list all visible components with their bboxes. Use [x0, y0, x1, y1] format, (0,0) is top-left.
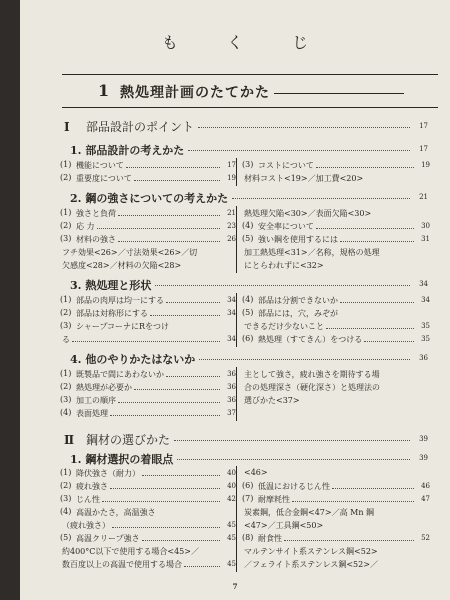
s4-left-num-3: (4) [60, 408, 72, 417]
s5-right-text-1: 低温におけるじん性 [258, 482, 330, 491]
s5-left-text-0: 降伏強さ（耐力） [76, 469, 140, 478]
s5-left-text-7: 数百度以上の高温で使用する場合 [62, 560, 182, 569]
s3-right-text-0: 部品は分割できないか [258, 296, 338, 305]
s3-left-text-3: る [62, 335, 70, 344]
s5-left-leader-1 [110, 488, 220, 489]
s3-left-page-3: 34 [227, 335, 236, 343]
s5-left-page-2: 42 [227, 495, 236, 503]
page-number: 7 [232, 582, 238, 591]
s5-leader [177, 459, 410, 460]
s5-left-page-1: 40 [227, 482, 236, 490]
s2-right-num-2: (5) [242, 234, 254, 243]
s3-left-leader-3 [72, 341, 220, 342]
s5-right-text-7: ／フェライト系ステンレス鋼<52>／ [244, 560, 378, 569]
s1-left-leader-0 [126, 167, 220, 168]
s5-left-page-5: 45 [227, 534, 236, 542]
s5-left-num-2: (3) [60, 494, 72, 503]
part1-title [64, 118, 194, 135]
s2-left-text-2: 材料の強さ [76, 235, 116, 244]
s5-right-num-5: (8) [242, 533, 254, 542]
s1-left-num-1: (2) [60, 173, 72, 182]
s4-page: 36 [419, 354, 428, 362]
s5-left-leader-5 [142, 540, 220, 541]
s2-right-page-2: 31 [421, 235, 430, 243]
s2-left-page-1: 23 [227, 222, 236, 230]
s5-left-page-7: 45 [227, 560, 236, 568]
s4-left-leader-2 [118, 402, 220, 403]
s5-divider [236, 466, 237, 572]
s2-left-text-1: 応 力 [76, 222, 95, 231]
s1-left-text-0: 機能について [76, 161, 124, 170]
s2-left-num-1: (2) [60, 221, 72, 230]
chapter-banner [62, 74, 438, 108]
s4-left-num-0: (1) [60, 369, 72, 378]
chapter-title: 熱処理計画のたてかた [120, 82, 404, 102]
s2-left-text-3: フチ効果<26>／寸法効果<26>／切 [62, 248, 198, 257]
part2-roman: Ⅱ [64, 433, 75, 447]
s3-right-leader-3 [364, 341, 414, 342]
s2-left-num-0: (1) [60, 208, 72, 217]
s3-right-text-1: 部品には，穴，みぞが [258, 309, 338, 318]
s5-right-page-5: 52 [421, 534, 430, 542]
s4-divider [236, 367, 237, 421]
s5-right-leader-2 [292, 501, 414, 502]
s5-left-text-5: 高温クリープ強さ [76, 534, 140, 543]
s3-right-page-0: 34 [421, 296, 430, 304]
s3-left-leader-0 [166, 302, 220, 303]
s4-left-page-1: 36 [227, 383, 236, 391]
s4-right-text-0: 主として強さ，疲れ強さを期待する場 [244, 370, 380, 379]
part2-page: 39 [419, 435, 428, 443]
s5-right-page-1: 46 [421, 482, 430, 490]
part2-leader [174, 440, 410, 441]
s3-left-page-0: 34 [227, 296, 236, 304]
s3-title: 3. 熱処理と形状 [70, 279, 152, 292]
s4-right-text-2: 選びかた<37> [244, 396, 300, 405]
s5-left-text-4: （疲れ強さ） [62, 521, 110, 530]
s3-left-num-1: (2) [60, 308, 72, 317]
s5-left-text-3: 高温かたさ，高温強さ [76, 508, 156, 517]
s5-left-leader-2 [102, 501, 220, 502]
s2-left-num-2: (3) [60, 234, 72, 243]
s5-left-num-5: (5) [60, 533, 72, 542]
s3-right-num-3: (6) [242, 334, 254, 343]
s5-left-text-1: 疲れ強さ [76, 482, 108, 491]
s4-left-leader-1 [134, 389, 220, 390]
s5-right-text-6: マルテンサイト系ステンレス鋼<52> [244, 547, 378, 556]
s5-page: 39 [419, 454, 428, 462]
s4-left-leader-0 [166, 376, 220, 377]
s5-right-leader-5 [284, 540, 414, 541]
s2-right-num-1: (4) [242, 221, 254, 230]
s4-left-leader-3 [110, 415, 220, 416]
s2-left-page-0: 21 [227, 209, 236, 217]
s2-right-text-0: 熱処理欠陥<30>／表面欠陥<30> [244, 209, 372, 218]
s5-right-leader-1 [332, 488, 414, 489]
s1-right-text-0: コストについて [258, 161, 314, 170]
part1-roman: Ⅰ [64, 120, 70, 134]
s1-right-leader-0 [316, 167, 414, 168]
s4-left-text-3: 表面処理 [76, 409, 108, 418]
s3-right-leader-0 [340, 302, 414, 303]
s5-left-leader-7 [184, 566, 220, 567]
s2-right-text-4: にとらわれずに<32> [244, 261, 324, 270]
s3-left-text-2: シャープコーナにRをつけ [76, 322, 170, 331]
s3-right-num-1: (5) [242, 308, 254, 317]
s4-left-page-0: 36 [227, 370, 236, 378]
s2-left-leader-2 [118, 241, 220, 242]
s4-title: 4. 他のやりかたはないか [70, 353, 196, 366]
s2-right-text-3: 加工熱処理<31>／名称，規格の処理 [244, 248, 380, 257]
s5-right-text-0: <46> [244, 468, 268, 477]
s4-leader [199, 359, 410, 360]
s4-left-page-3: 37 [227, 409, 236, 417]
s4-left-num-1: (2) [60, 382, 72, 391]
s5-right-num-2: (7) [242, 494, 254, 503]
s2-right-page-1: 30 [421, 222, 430, 230]
s4-left-text-2: 加工の順序 [76, 396, 116, 405]
s4-left-page-2: 36 [227, 396, 236, 404]
s4-left-text-1: 熱処理が必要か [76, 383, 132, 392]
s3-right-num-0: (4) [242, 295, 254, 304]
s5-right-num-1: (6) [242, 481, 254, 490]
s1-left-text-1: 重要度について [76, 174, 132, 183]
s5-right-text-5: 耐食性 [258, 534, 282, 543]
s2-leader [232, 198, 410, 199]
s5-left-text-6: 約400°C以下で使用する場合<45>／ [62, 547, 199, 556]
s1-right-page-0: 19 [421, 161, 430, 169]
s1-right-num-0: (3) [242, 160, 254, 169]
s3-left-page-1: 34 [227, 309, 236, 317]
s5-right-text-4: <47>／工具鋼<50> [244, 521, 324, 530]
s3-divider [236, 293, 237, 347]
part2-title [64, 431, 170, 448]
part2-label: 鋼材の選びかた [86, 433, 171, 447]
s1-divider [236, 158, 237, 186]
s2-left-page-2: 26 [227, 235, 236, 243]
s2-right-text-1: 安全率について [258, 222, 314, 231]
s5-left-page-4: 45 [227, 521, 236, 529]
s4-left-num-2: (3) [60, 395, 72, 404]
s5-left-num-1: (2) [60, 481, 72, 490]
s5-title: 1. 鋼材選択の着眼点 [70, 453, 174, 466]
part1-label: 部品設計のポイント [86, 120, 195, 134]
s5-left-leader-4 [112, 527, 220, 528]
s1-left-page-1: 19 [227, 174, 236, 182]
s2-page: 21 [419, 193, 428, 201]
s2-left-leader-1 [97, 228, 220, 229]
s2-right-leader-2 [340, 241, 414, 242]
s5-left-text-2: じん性 [76, 495, 100, 504]
s1-left-page-0: 17 [227, 161, 236, 169]
s4-right-text-1: 合の処理深さ（硬化深さ）と処理法の [244, 383, 380, 392]
s2-right-leader-1 [316, 228, 414, 229]
s2-divider [236, 206, 237, 273]
s5-right-text-3: 炭素鋼，低合金鋼<47>／高 Mn 鋼 [244, 508, 375, 517]
s3-right-text-3: 熱処理（すてきん）をつける [258, 335, 363, 344]
s3-left-text-0: 部品の肉厚は均一にする [76, 296, 164, 305]
part1-leader [198, 127, 410, 128]
s2-left-leader-0 [118, 215, 220, 216]
chapter-number: 1 [98, 81, 110, 100]
page-heading: も く じ [161, 33, 331, 52]
s5-left-num-0: (1) [60, 468, 72, 477]
s5-right-text-2: 耐摩耗性 [258, 495, 290, 504]
s3-left-num-0: (1) [60, 295, 72, 304]
s3-right-page-2: 35 [421, 322, 430, 330]
s5-left-num-3: (4) [60, 507, 72, 516]
s2-left-text-0: 強さと負荷 [76, 209, 116, 218]
part1-page: 17 [419, 122, 428, 130]
s3-leader [155, 285, 410, 286]
s3-right-text-2: できるだけ少ないこと [244, 322, 324, 331]
s3-left-num-2: (3) [60, 321, 72, 330]
s4-left-text-0: 既製品で間にあわないか [76, 370, 164, 379]
s1-leader [188, 150, 410, 151]
s1-page: 17 [419, 145, 428, 153]
s1-right-text-1: 材料コスト<19>／加工費<20> [244, 174, 364, 183]
s5-left-page-0: 40 [227, 469, 236, 477]
s2-right-text-2: 強い鋼を使用するには [258, 235, 338, 244]
s5-right-page-2: 47 [421, 495, 430, 503]
s1-left-leader-1 [134, 180, 220, 181]
s3-left-leader-1 [150, 315, 220, 316]
s3-left-text-1: 部品は対称形にする [76, 309, 148, 318]
s3-page: 34 [419, 280, 428, 288]
book-page [20, 0, 450, 600]
s1-left-num-0: (1) [60, 160, 72, 169]
s5-left-leader-0 [142, 475, 220, 476]
s3-right-page-3: 35 [421, 335, 430, 343]
s1-title: 1. 部品設計の考えかた [70, 144, 185, 157]
s3-right-leader-2 [326, 328, 414, 329]
s2-left-text-4: 欠感度<28>／材料の欠陥<28> [62, 261, 182, 270]
s2-title: 2. 鋼の強さについての考えかた [70, 192, 229, 205]
